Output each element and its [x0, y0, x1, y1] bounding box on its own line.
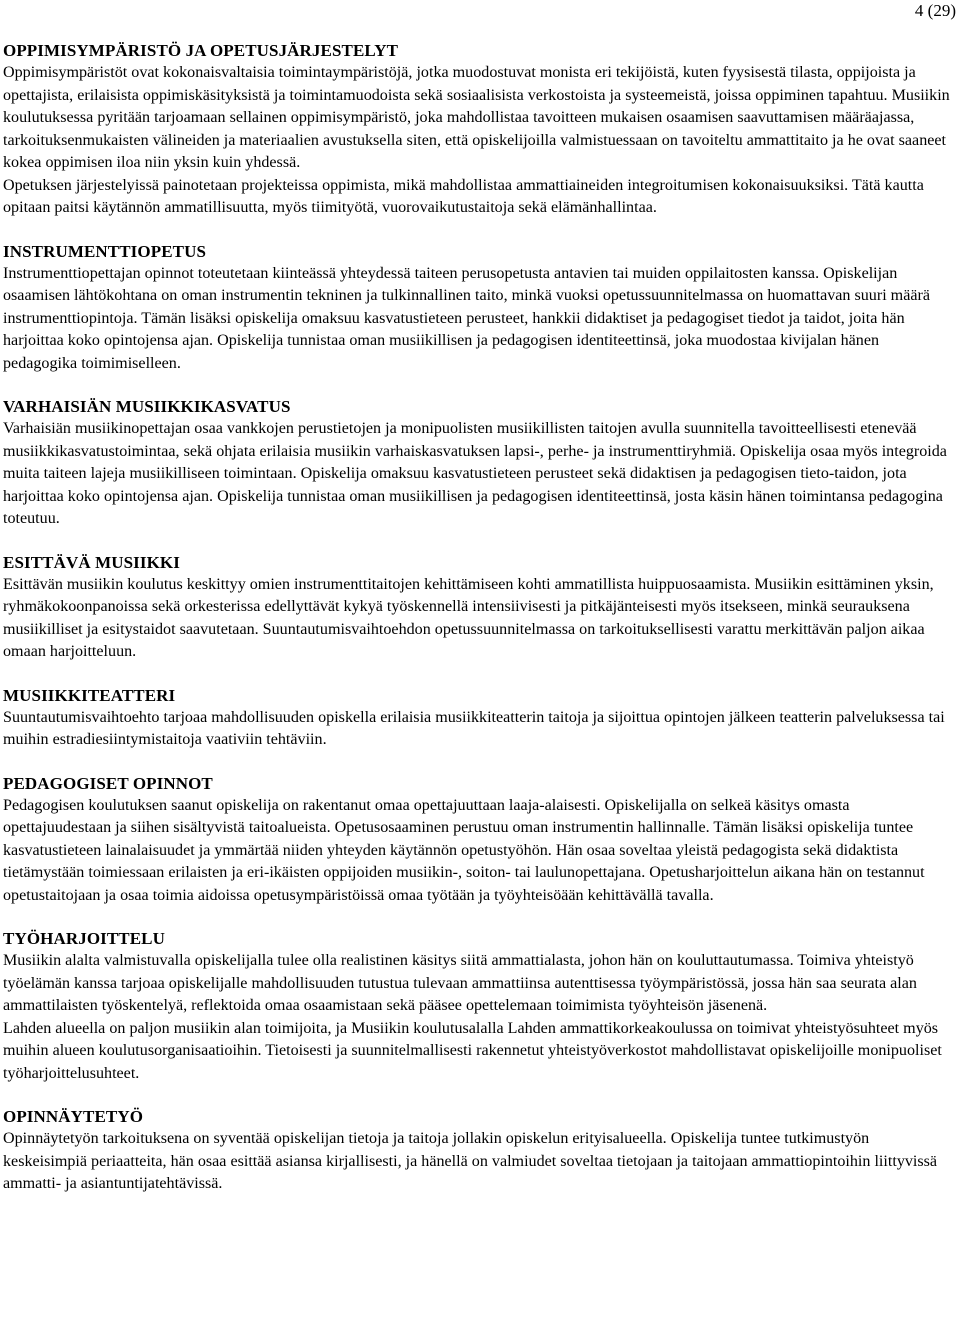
section-pedagogiset-opinnot — [3, 773, 955, 908]
section-heading: OPPIMISYMPÄRISTÖ JA OPETUSJÄRJESTELYT — [3, 41, 399, 60]
section-varhaisian-musiikkikasvatus — [3, 396, 955, 531]
section-esittava-musiikki — [3, 552, 955, 664]
section-oppimisymparisto — [3, 40, 955, 220]
section-paragraph: Oppimisympäristöt ovat kokonaisvaltaisia toimintaympäristöjä, jotka muodostuvat monista eri tekijöistä, kuten fyysisestä tilasta, oppijoista ja opettajista, erilaisista oppimiskäsityksistä ja toimintamuodoista sekä sosiaalisista verkostoista ja systeemeistä, joissa oppiminen tapahtuu. Musiikin koulutuksessa pyritään tarjoamaan sellainen oppimisympäristö, joka mahdollistaa tavoitteen mukaisen osaamisen saavuttamisen määräajassa, tarkoituksenmukaisten välineiden ja materiaalien avustuksella siten, että opiskelijoilla valmistuessaan on tavoiteltu ammattitaito ja he ovat saaneet kokea oppimisen iloa niin yksin kuin yhdessä. — [3, 64, 950, 171]
section-paragraph: Lahden alueella on paljon musiikin alan toimijoita, ja Musiikin koulutusalalla Lahden ammattikorkeakoulussa on toimivat yhteistyösuhteet myös muihin alueen koulutusorganisaatioihin. Tietoisesti ja suunnitelmallisesti rakennetut yhteistyöverkostot mahdollistavat opiskelijoille monipuoliset työharjoittelusuhteet. — [3, 1019, 942, 1082]
section-heading: PEDAGOGISET OPINNOT — [3, 773, 213, 793]
section-paragraph: Pedagogisen koulutuksen saanut opiskelija on rakentanut omaa opettajuuttaan laaja-alaisesti. Opiskelijalla on selkeä käsitys omasta opettajuudestaan ja siihen sisältyvistä taitoalueista. Opetusosaaminen perustuu oman instrumentin hallinnalle. Tämän lisäksi opiskelija tuntee kasvatustieteen lainalaisuudet ja ymmärtää niiden yhteyden käytännön opetustyöhön. Hän osaa soveltaa yleistä pedagogista sekä didaktista tietämystään toimiessaan erilaisten ja eri-ikäisten oppijoiden musiikin-, soiton- tai laulunopettajana. Opetusharjoittelun aikana hän on testannut opetustaitojaan ja osaa toimia aidoissa opetusympäristöissä omaa työtään ja työyhteisöään kehittävällä tavalla. — [3, 796, 925, 904]
section-tyoharjoittelu — [3, 928, 955, 1085]
section-paragraph: Varhaisiän musiikinopettajan osaa vankkojen perustietojen ja monipuolisten musiikillisten taitojen avulla suunnitella tavoitteellisesti etenevää musiikkikasvatustoimintaa, sekä ohjata erilaisia musiikin varhaiskasvatuksen lapsi-, perhe- ja instrumenttiryhmiä. Opiskelija osaa myös integroida muita taiteen lajeja musiikilliseen toimintaan. Opiskelija omaksuu kasvatustieteen perusteet sekä didaktisen ja pedagogisen tieto-taidon, jota harjoittaa koko opintojensa ajan. Opiskelija tunnistaa oman musiikillisen ja pedagogisen identiteettinsä, josta käsin hänen toimintansa pedagogina toteutuu. — [3, 420, 947, 527]
section-paragraph: Esittävän musiikin koulutus keskittyy omien instrumenttitaitojen kehittämiseen kohti ammatillista huippuosaamista. Musiikin esittäminen yksin, ryhmäkokoonpanoissa sekä orkesterissa edellyttävät kykyä työskennellä intensiivisesti ja pitkäjänteisesti myös itsekseen, minkä seurauksena musiikilliset ja esitystaidot saavutetaan. Suuntautumisvaihtoehdon opetussuunnitelmassa on tarkoituksellisesti varattu merkittävän paljon aikaa omaan harjoitteluun. — [3, 575, 934, 660]
page-number: 4 (29) — [914, 1, 956, 20]
document-body — [3, 40, 955, 1217]
section-heading: OPINNÄYTETYÖ — [3, 1107, 144, 1126]
section-paragraph: Instrumenttiopettajan opinnot toteutetaan kiinteässä yhteydessä taiteen perusopetusta antavien tai muiden oppilaitosten kanssa. Opiskelijan osaamisen lähtökohtana on oman instrumentin tekninen ja tulkinnallinen taito, minkä vuoksi opetussuunnitelmassa on huomattavan suuri määrä instrumenttiopintoja. Tämän lisäksi opiskelija omaksuu kasvatustieteen perusteet, hankkii didaktiset ja pedagogiset tiedot ja taidot, joita hän harjoittaa koko opintojensa ajan. Opiskelija tunnistaa oman musiikillisen ja pedagogisen identiteettinsä, joka muodostaa kivijalan hänen pedagogika toimimiselleen. — [3, 264, 930, 372]
section-heading: MUSIIKKITEATTERI — [3, 685, 176, 705]
section-paragraph: Musiikin alalta valmistuvalla opiskelijalla tulee olla realistinen käsitys siitä ammattialasta, johon hän on kouluttautumassa. Toimiva yhteistyö työelämän kanssa tarjoaa opiskelijalle mahdollisuuden tutustua tulevaan ammattiinsa autenttisessa työympäristössä, jossa hän saa seurata alan ammattilaisten työskentelyä, reflektoida omaa osaamistaan sekä pääsee opettelemaan toimimista työyhteisön jäsenenä. — [3, 952, 917, 1014]
section-paragraph: Suuntautumisvaihtoehto tarjoaa mahdollisuuden opiskella erilaisia musiikkiteatterin taitoja ja sijoittua opintojen jälkeen teatterin palveluksessa tai muihin estradiesiintymistaitoja vaativiin tehtäviin. — [3, 708, 945, 748]
section-paragraph: Opinnäytetyön tarkoituksena on syventää opiskelijan tietoja ja taitoja jollakin opiskelun erityisalueella. Opiskelija tuntee tutkimustyön keskeisimpiä periaatteita, hän osaa esittää asiansa kirjallisesti, ja hänellä on valmiudet soveltaa tietojaan ja taitojaan ammattiopintoihin liittyvissä ammatti- ja asiantuntijatehtävissä. — [3, 1130, 938, 1192]
section-paragraph: Opetuksen järjestelyissä painotetaan projekteissa oppimista, mikä mahdollistaa ammattiaineiden integroitumisen kokonaisuuksiksi. Tätä kautta opitaan paitsi käytännön ammatillisuutta, myös tiimityötä, vuorovaikutustaitoja sekä elämänhallintaa. — [3, 176, 924, 216]
section-heading: VARHAISIÄN MUSIIKKIKASVATUS — [3, 397, 291, 416]
section-heading: ESITTÄVÄ MUSIIKKI — [3, 552, 180, 572]
section-opinnaytetyo — [3, 1106, 955, 1196]
section-musiikkiteatteri — [3, 685, 955, 752]
section-heading: TYÖHARJOITTELU — [3, 929, 165, 948]
section-heading: INSTRUMENTTIOPETUS — [3, 241, 207, 261]
section-instrumenttiopetus — [3, 241, 955, 376]
